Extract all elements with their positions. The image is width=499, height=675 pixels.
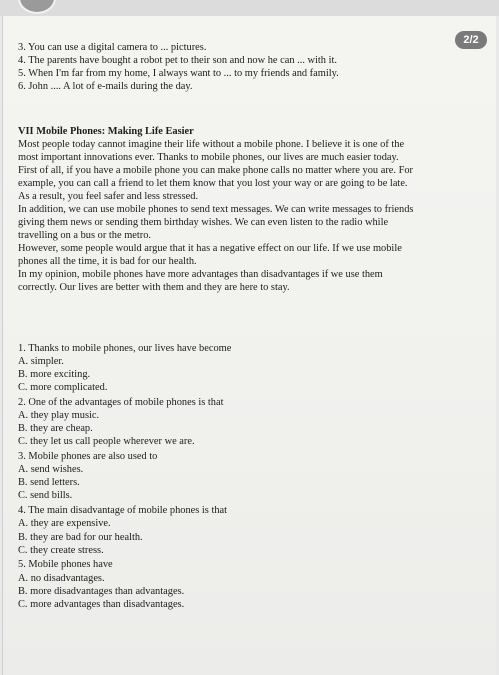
option-line: C. they create stress. <box>18 545 104 556</box>
option-line: C. send bills. <box>18 490 73 501</box>
option-line: A. they play music. <box>18 410 100 421</box>
body-text-line: phones all the time, it is bad for our health. <box>18 256 197 267</box>
body-text-line: most important innovations ever. Thanks to mobile phones, our lives are much easier today. <box>18 152 399 163</box>
body-text-line: Most people today cannot imagine their life without a mobile phone. I believe it is one of the <box>18 139 405 150</box>
option-line: B. they are bad for our health. <box>18 532 143 543</box>
question-line: 3. Mobile phones are also used to <box>18 451 158 462</box>
option-line: A. simpler. <box>18 356 64 367</box>
body-text-line: travelling on a bus or the metro. <box>18 230 152 241</box>
avatar[interactable] <box>18 0 56 14</box>
body-text-line: example, you can call a friend to let them know that you lost your way or are going to be late. <box>18 178 408 189</box>
exercise-line: 3. You can use a digital camera to ... pictures. <box>18 42 207 53</box>
question-line: 2. One of the advantages of mobile phones is that <box>18 397 224 408</box>
option-line: C. more advantages than disadvantages. <box>18 599 185 610</box>
option-line: C. they let us call people wherever we are. <box>18 436 195 447</box>
exercise-line: 5. When I'm far from my home, I always want to ... to my friends and family. <box>18 68 339 79</box>
exercise-line: 4. The parents have bought a robot pet to their son and now he can ... with it. <box>18 55 337 66</box>
body-text-line: However, some people would argue that it has a negative effect on our life. If we use mobile <box>18 243 402 254</box>
section-heading: VII Mobile Phones: Making Life Easier <box>18 126 194 137</box>
body-text-line: giving them news or sending them birthday wishes. We can even listen to the radio while <box>18 217 389 228</box>
body-text-line: In addition, we can use mobile phones to send text messages. We can write messages to friends <box>18 204 414 215</box>
option-line: C. more complicated. <box>18 382 108 393</box>
option-line: A. they are expensive. <box>18 518 111 529</box>
question-line: 4. The main disadvantage of mobile phones is that <box>18 505 228 516</box>
option-line: B. more disadvantages than advantages. <box>18 586 185 597</box>
viewer-top-bar <box>0 0 499 16</box>
body-text-line: First of all, if you have a mobile phone you can make phone calls no matter where you are. For <box>18 165 414 176</box>
body-text-line: As a result, you feel safer and less stressed. <box>18 191 199 202</box>
option-line: B. more exciting. <box>18 369 91 380</box>
page-indicator-badge: 2/2 <box>455 31 487 49</box>
option-line: B. send letters. <box>18 477 80 488</box>
exercise-line: 6. John .... A lot of e-mails during the day. <box>18 81 193 92</box>
question-line: 1. Thanks to mobile phones, our lives have become <box>18 343 232 354</box>
question-line: 5. Mobile phones have <box>18 559 113 570</box>
option-line: A. no disadvantages. <box>18 573 105 584</box>
option-line: B. they are cheap. <box>18 423 93 434</box>
body-text-line: In my opinion, mobile phones have more advantages than disadvantages if we use them <box>18 269 383 280</box>
body-text-line: correctly. Our lives are better with them and they are here to stay. <box>18 282 290 293</box>
option-line: A. send wishes. <box>18 464 84 475</box>
